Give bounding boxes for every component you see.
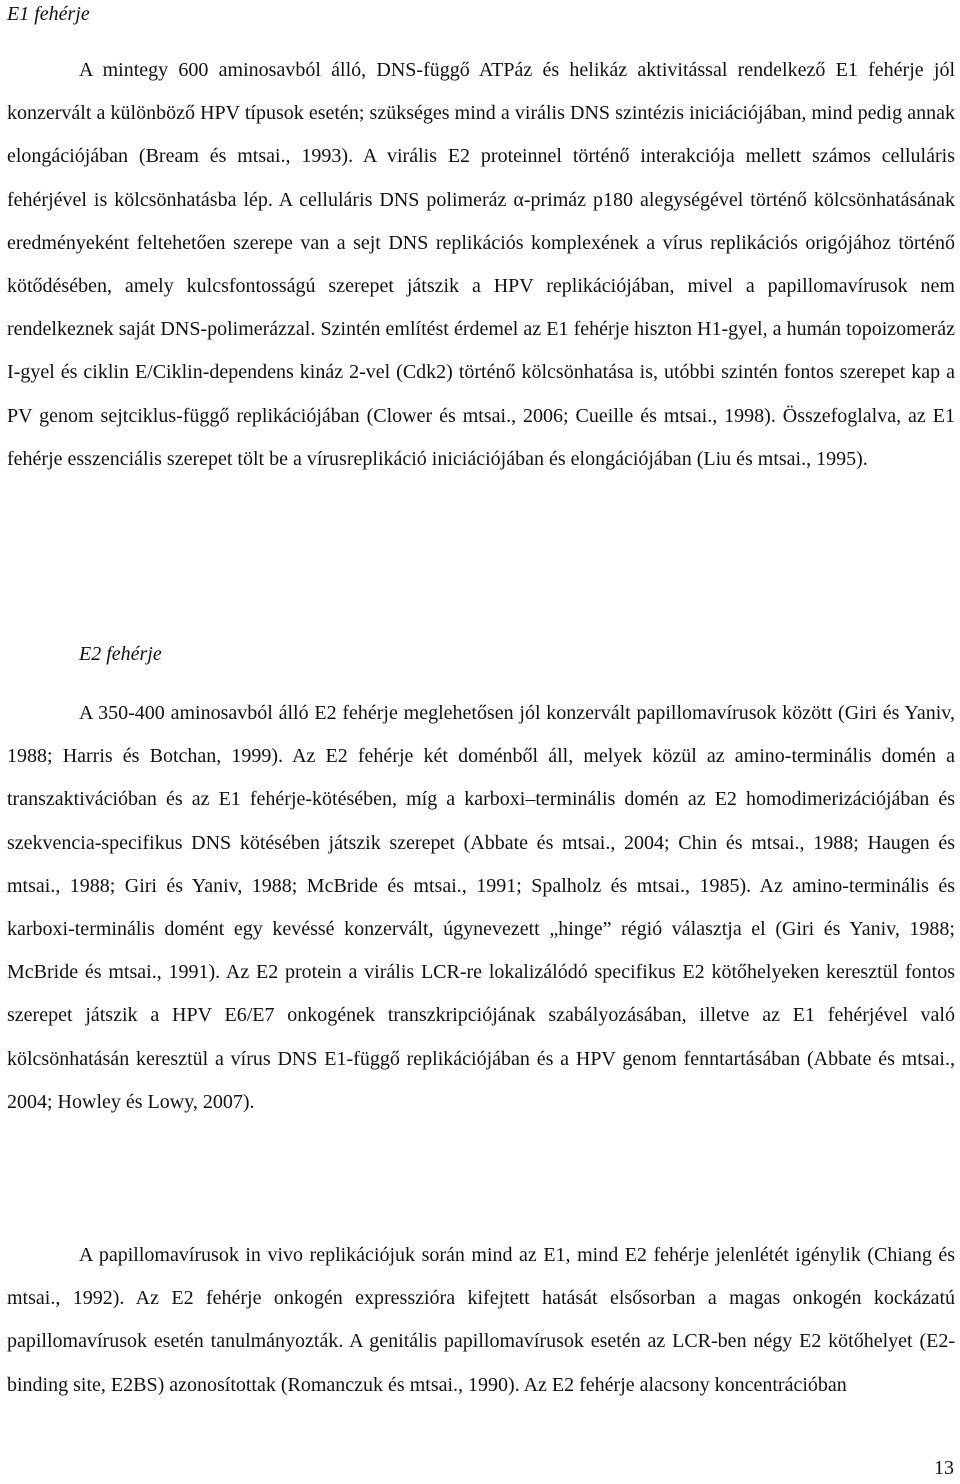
page-number: 13 <box>934 1457 954 1479</box>
paragraph-e2: A 350-400 aminosavból álló E2 fehérje meglehetősen jól konzervált papillomavírusok között (Giri és Yaniv, 1988; Harris és Botchan, 1999). Az E2 fehérje két doménből áll, melyek közül az amino-terminális domén a transzaktivációban és az E1 fehérje-kötésében, míg a karboxi–terminális domén az E2 homodimerizációjában és szekvencia-specifikus DNS kötésében játszik szerepet (Abbate és mtsai., 2004; Chin és mtsai., 1988; Haugen és mtsai., 1988; Giri és Yaniv, 1988; McBride és mtsai., 1991; Spalholz és mtsai., 1985). Az amino-terminális és karboxi-terminális domént egy kevéssé konzervált, úgynevezett „hinge” régió választja el (Giri és Yaniv, 1988; McBride és mtsai., 1991). Az E2 protein a virális LCR-re lokalizálódó specifikus E2 kötőhelyeken keresztül fontos szerepet játszik a HPV E6/E7 onkogének transzkripciójának szabályozásában, illetve az E1 fehérjével való kölcsönhatásán keresztül a vírus DNS E1-függő replikációjában és a HPV genom fenntartásában (Abbate és mtsai., 2004; Howley és Lowy, 2007). <box>7 702 955 1113</box>
paragraph-replication: A papillomavírusok in vivo replikációjuk során mind az E1, mind E2 fehérje jelenlétét igénylik (Chiang és mtsai., 1992). Az E2 fehérje onkogén expresszióra kifejtett hatását elsősorban a magas onkogén kockázatú papillomavírusok esetén tanulmányozták. A genitális papillomavírusok esetén az LCR-ben négy E2 kötőhelyet (E2-binding site, E2BS) azonosítottak (Romanczuk és mtsai., 1990). Az E2 fehérje alacsony koncentrációban <box>7 1244 955 1396</box>
section-heading-e2: E2 fehérje <box>79 643 162 665</box>
paragraph-e1: A mintegy 600 aminosavból álló, DNS-függő ATPáz és helikáz aktivitással rendelkező E1 fehérje jól konzervált a különböző HPV típusok esetén; szükséges mind a virális DNS szintézis iniciációjában, mind pedig annak elongációjában (Bream és mtsai., 1993). A virális E2 proteinnel történő interakciója mellett számos celluláris fehérjével is kölcsönhatásba lép. A celluláris DNS polimeráz α-primáz p180 alegységével történő kölcsönhatásának eredményeként feltehetően szerepe van a sejt DNS replikációs komplexének a vírus replikációs origójához történő kötődésében, amely kulcsfontosságú szerepet játszik a HPV replikációjában, mivel a papillomavírusok nem rendelkeznek saját DNS-polimerázzal. Szintén említést érdemel az E1 fehérje hiszton H1-gyel, a humán topoizomeráz I-gyel és ciklin E/Ciklin-dependens kináz 2-vel (Cdk2) történő kölcsönhatása is, utóbbi szintén fontos szerepet kap a PV genom sejtciklus-függő replikációjában (Clower és mtsai., 2006; Cueille és mtsai., 1998). Összefoglalva, az E1 fehérje esszenciális szerepet tölt be a vírusreplikáció iniciációjában és elongációjában (Liu és mtsai., 1995). <box>7 59 955 470</box>
section-heading-e1: E1 fehérje <box>7 3 90 25</box>
